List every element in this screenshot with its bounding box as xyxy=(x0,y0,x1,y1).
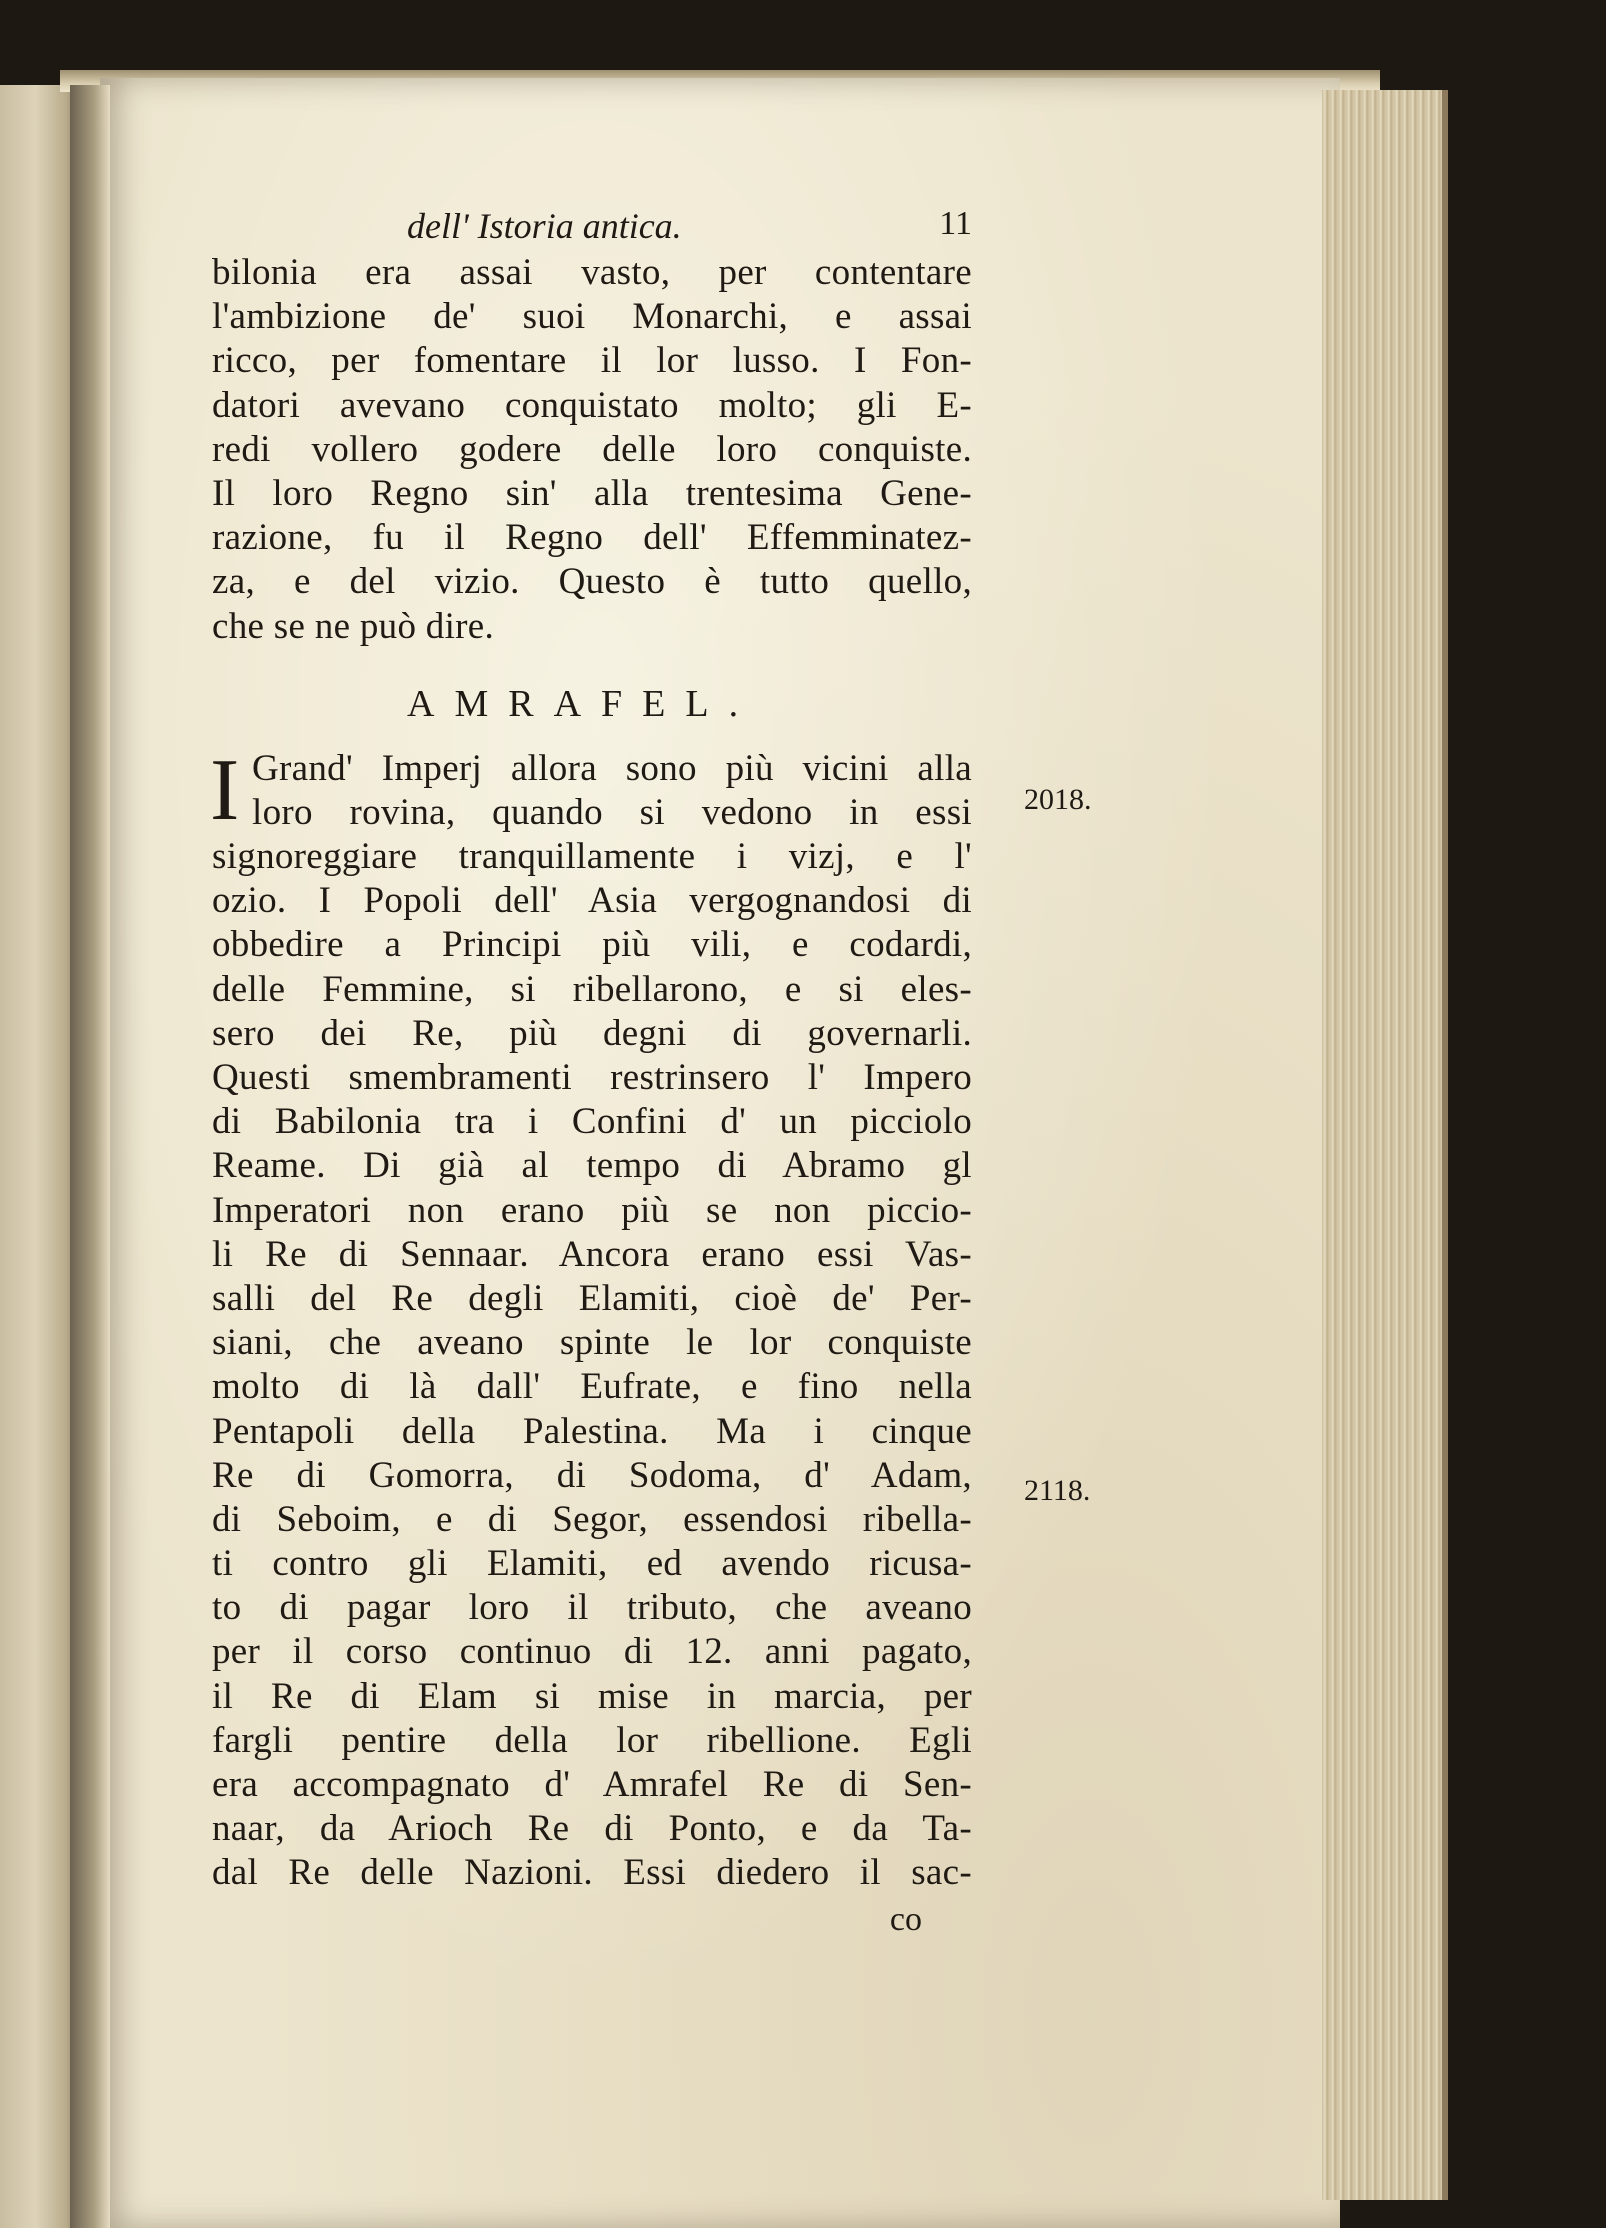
text-line: era accompagnato d' Amrafel Re di Sen- xyxy=(212,1764,972,1805)
text-line: di Seboim, e di Segor, essendosi ribella- xyxy=(212,1498,972,1540)
text-line: bilonia era assai vasto, per contentare xyxy=(212,252,972,293)
text-line: molto di là dall' Eufrate, e fino nella xyxy=(212,1366,972,1408)
page-fore-edge xyxy=(1322,90,1448,2200)
text-line: naar, da Arioch Re di Ponto, e da Ta- xyxy=(212,1808,972,1850)
text-line: dal Re delle Nazioni. Essi diedero il sac- xyxy=(212,1852,972,1894)
text-line: per il corso continuo di 12. anni pagato, xyxy=(212,1631,972,1673)
text-line: il Re di Elam si mise in marcia, per xyxy=(212,1675,972,1717)
text-line: di Babilonia tra i Confini d' un picciolo xyxy=(212,1101,972,1143)
text-line: Re di Gomorra, di Sodoma, d' Adam, xyxy=(212,1454,972,1496)
text-line: siani, che aveano spinte le lor conquiste xyxy=(212,1322,972,1364)
margin-note-date: 2018. xyxy=(1024,783,1092,816)
catchword: co xyxy=(889,1900,922,1938)
text-line: Questi smembramenti restrinsero l' Impero xyxy=(212,1057,972,1098)
page-number: 11 xyxy=(939,205,972,242)
margin-note-date: 2118. xyxy=(1024,1474,1091,1507)
text-line: razione, fu il Regno dell' Effemminatez- xyxy=(212,517,972,559)
section-gap xyxy=(212,649,972,669)
text-line: li Re di Sennaar. Ancora erano essi Vas- xyxy=(212,1233,972,1275)
text-line: delle Femmine, si ribellarono, e si eles- xyxy=(212,968,972,1010)
text-line: Reame. Di già al tempo di Abramo gl xyxy=(212,1145,972,1187)
text-line: loro rovina, quando si vedono in essi xyxy=(252,791,972,833)
text-line: ti contro gli Elamiti, ed avendo ricusa- xyxy=(212,1543,972,1585)
text-line: za, e del vizio. Questo è tutto quello, xyxy=(212,561,972,603)
text-line: redi vollero godere delle loro conquiste. xyxy=(212,428,972,470)
text-block xyxy=(212,205,972,1944)
text-line: salli del Re degli Elamiti, cioè de' Per- xyxy=(212,1277,972,1319)
text-line: ricco, per fomentare il lor lusso. I Fon- xyxy=(212,340,972,382)
text-line: l'ambizione de' suoi Monarchi, e assai xyxy=(212,296,972,338)
drop-cap: I xyxy=(210,741,240,839)
running-title: dell' Istoria antica. xyxy=(407,206,682,246)
text-line: signoreggiare tranquillamente i vizj, e l' xyxy=(212,836,972,878)
text-line: ozio. I Popoli dell' Asia vergognandosi di xyxy=(212,880,972,922)
left-page-edge xyxy=(0,85,78,2228)
text-line: Pentapoli della Palestina. Ma i cinque xyxy=(212,1410,972,1452)
text-line: Imperatori non erano più se non piccio- xyxy=(212,1189,972,1231)
text-line: fargli pentire della lor ribellione. Egli xyxy=(212,1719,972,1761)
text-line: Grand' Imperj allora sono più vicini alla xyxy=(252,747,972,789)
book-gutter xyxy=(70,85,110,2228)
text-line: datori avevano conquistato molto; gli E- xyxy=(212,384,972,426)
paragraph-1 xyxy=(212,251,972,649)
text-line: sero dei Re, più degni di governarli. xyxy=(212,1012,972,1054)
text-line: obbedire a Principi più vili, e codardi, xyxy=(212,924,972,966)
text-line: to di pagar loro il tributo, che aveano xyxy=(212,1587,972,1629)
text-line: Il loro Regno sin' alla trentesima Gene- xyxy=(212,472,972,514)
text-line: che se ne può dire. xyxy=(212,605,495,647)
section-title: AMRAFEL. xyxy=(407,682,759,725)
running-head xyxy=(212,205,972,251)
paragraph-2 xyxy=(210,741,972,1896)
